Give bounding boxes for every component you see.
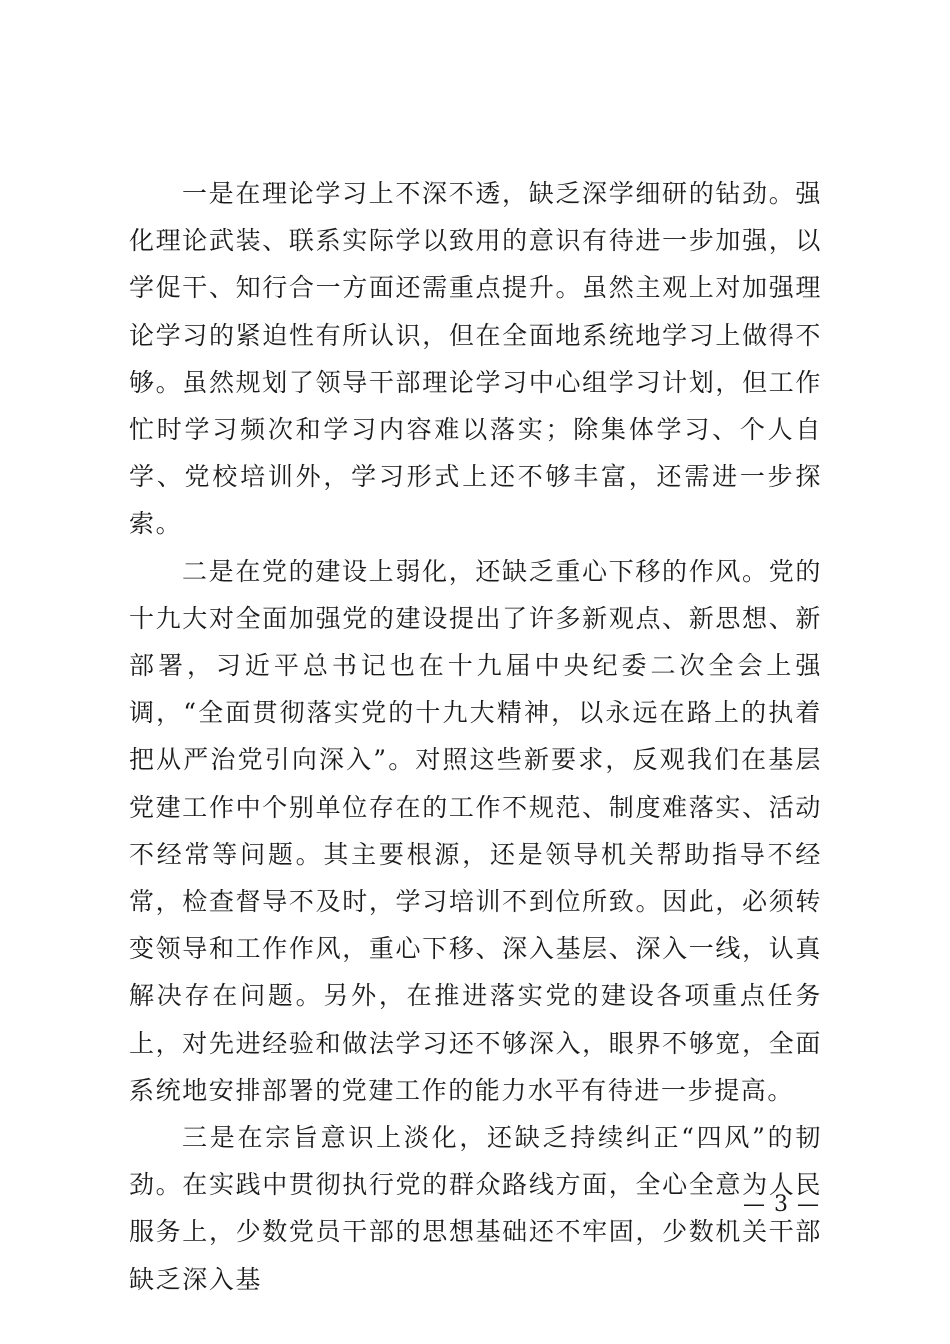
paragraph-purpose-awareness: 三是在宗旨意识上淡化，还缺乏持续纠正“四风”的韧劲。在实践中贯彻执行党的群众路线方面，全心全意为人民服务上，少数党员干部的思想基础还不牢固，少数机关干部缺乏深入基 bbox=[129, 1123, 822, 1294]
paragraph-party-building: 二是在党的建设上弱化，还缺乏重心下移的作风。党的十九大对全面加强党的建设提出了许多新观点、新思想、新部署，习近平总书记也在十九届中央纪委二次全会上强调，“全面贯彻落实党的十九大精神，以永远在路上的执着把从严治党引向深入”。对照这些新要求，反观我们在基层党建工作中个别单位存在的工作不规范、制度难落实、活动不经常等问题。其主要根源，还是领导机关帮助指导不经常，检查督导不及时，学习培训不到位所致。因此，必须转变领导和工作作风，重心下移、深入基层、深入一线，认真解决存在问题。另外，在推进落实党的建设各项重点任务上，对先进经验和做法学习还不够深入，眼界不够宽，全面系统地安排部署的党建工作的能力水平有待进一步提高。 bbox=[129, 556, 822, 1105]
body-text bbox=[129, 170, 822, 1303]
paragraph-theory-study: 一是在理论学习上不深不透，缺乏深学细研的钻劲。强化理论武装、联系实际学以致用的意识有待进一步加强，以学促干、知行合一方面还需重点提升。虽然主观上对加强理论学习的紧迫性有所认识，但在全面地系统地学习上做得不够。虽然规划了领导干部理论学习中心组学习计划，但工作忙时学习频次和学习内容难以落实；除集体学习、个人自学、党校培训外，学习形式上还不够丰富，还需进一步探索。 bbox=[129, 179, 822, 539]
page-number: — 3 — bbox=[743, 1192, 820, 1217]
